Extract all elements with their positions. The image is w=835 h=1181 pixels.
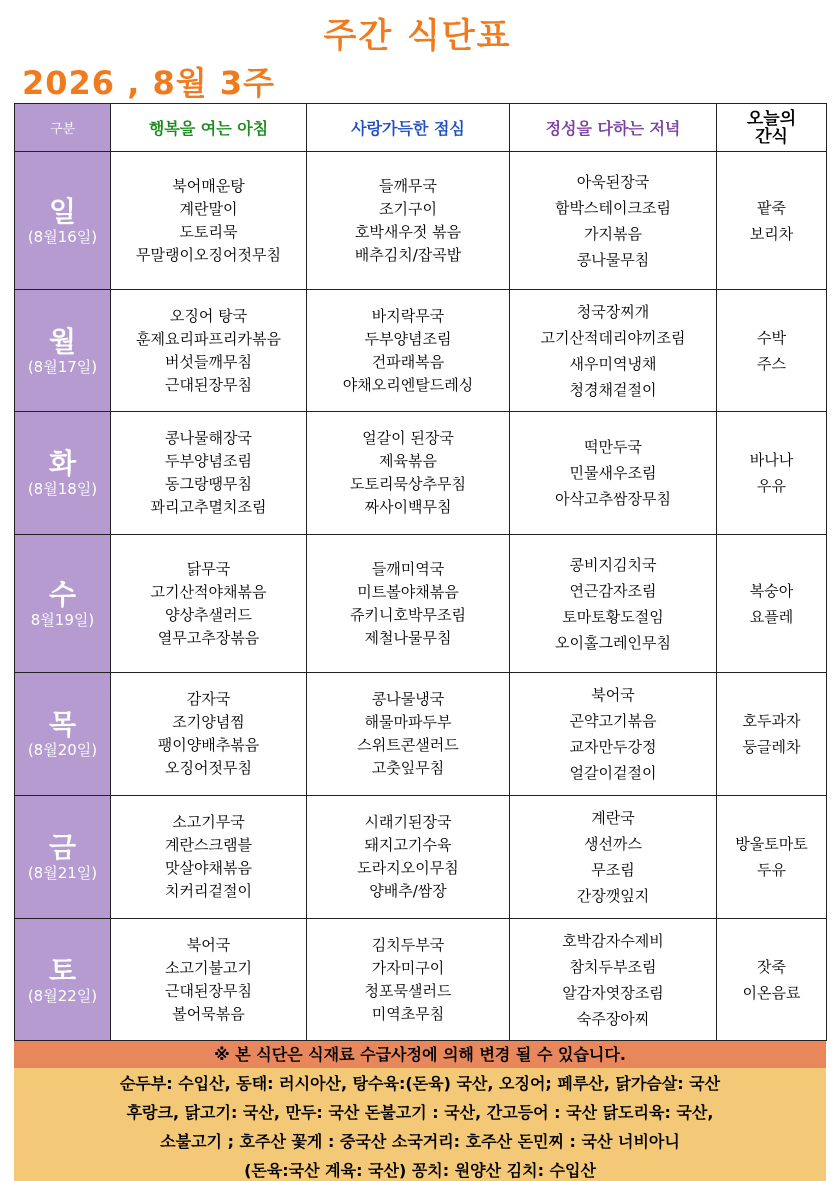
dinner-menu-item: 콩비지김치국 bbox=[569, 555, 657, 574]
lunch-menu-list bbox=[307, 305, 509, 397]
lunch-menu-item: 쥬키니호박무조림 bbox=[350, 605, 466, 624]
lunch-menu-list bbox=[307, 688, 509, 780]
dinner-menu-list bbox=[510, 299, 716, 403]
day-row bbox=[15, 152, 827, 290]
day-cell bbox=[15, 290, 111, 412]
dinner-menu-item: 청국장찌개 bbox=[576, 302, 650, 321]
lunch-menu-item: 가자미구이 bbox=[371, 958, 445, 977]
dinner-menu-item: 토마토황도절임 bbox=[562, 607, 664, 626]
breakfast-cell bbox=[111, 673, 307, 796]
lunch-cell bbox=[307, 673, 510, 796]
dinner-menu-item: 북어국 bbox=[591, 686, 635, 704]
dinner-cell bbox=[510, 152, 717, 290]
day-name: 금 bbox=[48, 831, 77, 864]
dinner-menu-item: 곤약고기볶음 bbox=[569, 712, 657, 730]
day-row bbox=[15, 535, 827, 673]
breakfast-menu-item: 소고기불고기 bbox=[165, 958, 252, 977]
header-lunch: 사랑가득한 점심 bbox=[307, 104, 510, 152]
snack-cell bbox=[717, 673, 827, 796]
breakfast-menu-item: 조기양념찜 bbox=[172, 713, 245, 731]
breakfast-menu-item: 소고기무국 bbox=[172, 813, 245, 831]
breakfast-cell bbox=[111, 796, 307, 919]
dinner-menu-item: 아욱된장국 bbox=[576, 172, 650, 191]
lunch-cell bbox=[307, 919, 510, 1041]
lunch-menu-item: 들깨무국 bbox=[379, 176, 437, 195]
day-date: (8월16일) bbox=[27, 227, 98, 246]
breakfast-menu-list bbox=[111, 934, 306, 1026]
lunch-menu-item: 제철나물무침 bbox=[364, 628, 452, 647]
lunch-menu-item: 콩나물냉국 bbox=[371, 690, 445, 708]
dinner-cell bbox=[510, 673, 717, 796]
breakfast-menu-item: 계란말이 bbox=[179, 199, 238, 218]
day-name: 수 bbox=[48, 577, 77, 611]
day-cell bbox=[15, 412, 111, 535]
snack-menu-item: 두유 bbox=[757, 861, 786, 879]
dinner-cell bbox=[510, 535, 717, 673]
page-title: 주간 식단표 bbox=[323, 16, 512, 56]
breakfast-menu-item: 팽이양배추볶음 bbox=[157, 736, 260, 754]
day-date: (8월20일) bbox=[27, 741, 98, 759]
dinner-cell bbox=[510, 919, 717, 1041]
snack-menu-item: 호두과자 bbox=[742, 712, 801, 730]
lunch-menu-item: 얼갈이 된장국 bbox=[362, 429, 454, 447]
day-row bbox=[15, 796, 827, 919]
week-label: 2026 , 8월 3주 bbox=[22, 64, 275, 102]
snack-menu-item: 방울토마토 bbox=[735, 835, 808, 853]
lunch-menu-item: 바지락무국 bbox=[371, 306, 445, 325]
lunch-menu-item: 미트볼야채볶음 bbox=[357, 582, 459, 601]
snack-menu-item: 잣죽 bbox=[757, 957, 786, 976]
lunch-menu-item: 호박새우젓 볶음 bbox=[354, 222, 462, 241]
header-snack bbox=[717, 104, 827, 152]
lunch-menu-item: 건파래복음 bbox=[371, 352, 445, 371]
breakfast-menu-item: 두부양념조림 bbox=[165, 452, 252, 470]
lunch-menu-item: 제육볶음 bbox=[379, 452, 437, 470]
breakfast-menu-item: 오징어 탕국 bbox=[169, 306, 248, 325]
dinner-menu-list bbox=[510, 552, 716, 656]
day-date: (8월17일) bbox=[27, 357, 98, 376]
dinner-menu-item: 청경채겉절이 bbox=[569, 380, 657, 399]
snack-menu-list bbox=[717, 578, 826, 630]
snack-menu-item: 우유 bbox=[757, 477, 786, 495]
day-date: (8월18일) bbox=[27, 480, 98, 498]
day-cell bbox=[15, 152, 111, 290]
snack-cell bbox=[717, 535, 827, 673]
day-name: 목 bbox=[48, 708, 77, 741]
snack-menu-list bbox=[717, 325, 826, 377]
dinner-menu-item: 연근감자조림 bbox=[569, 581, 657, 600]
lunch-menu-item: 스위트콘샐러드 bbox=[357, 736, 459, 754]
snack-menu-list bbox=[717, 954, 826, 1006]
snack-cell bbox=[717, 290, 827, 412]
snack-menu-item: 바나나 bbox=[749, 451, 794, 469]
lunch-menu-item: 해물마파두부 bbox=[364, 713, 452, 731]
snack-menu-item: 이온음료 bbox=[742, 983, 801, 1002]
lunch-menu-item: 고춧잎무침 bbox=[371, 759, 445, 777]
lunch-menu-item: 도라지오이무침 bbox=[357, 859, 459, 877]
breakfast-menu-item: 동그랑땡무침 bbox=[165, 475, 252, 493]
breakfast-menu-item: 계란스크램블 bbox=[165, 836, 252, 854]
breakfast-menu-list bbox=[111, 811, 306, 903]
lunch-menu-list bbox=[307, 558, 509, 650]
breakfast-menu-item: 맛살야채볶음 bbox=[165, 859, 252, 877]
lunch-menu-item: 시래기된장국 bbox=[364, 813, 452, 831]
dinner-menu-item: 간장깻잎지 bbox=[576, 887, 650, 905]
dinner-menu-item: 고기산적데리야끼조림 bbox=[540, 328, 686, 347]
breakfast-menu-list bbox=[111, 175, 306, 267]
dinner-menu-item: 교자만두강정 bbox=[569, 738, 657, 756]
snack-menu-list bbox=[717, 447, 826, 499]
notice-banner: ※ 본 식단은 식재료 수급사정에 의해 변경 될 수 있습니다. bbox=[14, 1041, 826, 1068]
day-cell bbox=[15, 535, 111, 673]
origin-line: 소불고기 ; 호주산 꽃게 : 중국산 소국거리: 호주산 돈민찌 : 국산 너비아니 bbox=[160, 1132, 680, 1151]
dinner-menu-item: 콩나물무침 bbox=[576, 250, 650, 269]
breakfast-menu-list bbox=[111, 305, 306, 397]
breakfast-menu-item: 고기산적야채볶음 bbox=[150, 582, 267, 601]
day-date: (8월22일) bbox=[27, 986, 98, 1005]
lunch-cell bbox=[307, 152, 510, 290]
origin-line: 후랑크, 닭고기: 국산, 만두: 국산 돈불고기 : 국산, 간고등어 : 국산 닭도리육: 국산, bbox=[126, 1103, 714, 1122]
lunch-menu-item: 미역초무침 bbox=[371, 1004, 445, 1023]
dinner-menu-item: 떡만두국 bbox=[584, 438, 642, 456]
breakfast-menu-list bbox=[111, 558, 306, 650]
dinner-menu-item: 호박감자수제비 bbox=[562, 931, 664, 950]
snack-menu-item: 보리차 bbox=[749, 224, 794, 243]
day-cell bbox=[15, 796, 111, 919]
dinner-menu-list bbox=[510, 805, 716, 909]
snack-menu-list bbox=[717, 831, 826, 883]
lunch-cell bbox=[307, 290, 510, 412]
day-row bbox=[15, 673, 827, 796]
dinner-menu-item: 아삭고추쌈장무침 bbox=[555, 490, 671, 508]
lunch-menu-list bbox=[307, 427, 509, 519]
breakfast-cell bbox=[111, 152, 307, 290]
day-cell bbox=[15, 919, 111, 1041]
origin-line: (돈육:국산 계육: 국산) 꽁치: 원양산 김치: 수입산 bbox=[244, 1161, 596, 1180]
day-name: 화 bbox=[48, 447, 77, 480]
snack-menu-item: 팥죽 bbox=[757, 198, 786, 217]
day-name: 월 bbox=[48, 324, 77, 358]
breakfast-menu-item: 양상추샐러드 bbox=[165, 605, 252, 624]
dinner-cell bbox=[510, 796, 717, 919]
lunch-menu-item: 짜사이백무침 bbox=[364, 498, 452, 516]
snack-cell bbox=[717, 412, 827, 535]
origin-info bbox=[14, 1068, 826, 1181]
lunch-cell bbox=[307, 412, 510, 535]
dinner-menu-item: 가지볶음 bbox=[584, 224, 642, 243]
lunch-cell bbox=[307, 796, 510, 919]
snack-menu-item: 둥글레차 bbox=[742, 738, 801, 756]
lunch-menu-list bbox=[307, 934, 509, 1026]
dinner-menu-item: 오이홀그레인무침 bbox=[555, 633, 671, 652]
lunch-menu-item: 청포묵샐러드 bbox=[364, 981, 452, 1000]
breakfast-menu-list bbox=[111, 427, 306, 519]
breakfast-menu-item: 치커리겉절이 bbox=[165, 882, 252, 900]
breakfast-menu-item: 도토리묵 bbox=[179, 222, 238, 241]
header-dinner: 정성을 다하는 저녁 bbox=[510, 104, 717, 152]
day-row bbox=[15, 412, 827, 535]
breakfast-menu-list bbox=[111, 688, 306, 780]
dinner-cell bbox=[510, 290, 717, 412]
breakfast-menu-item: 감자국 bbox=[186, 690, 231, 708]
lunch-menu-item: 김치두부국 bbox=[371, 935, 445, 954]
breakfast-menu-item: 닭무국 bbox=[186, 559, 231, 578]
breakfast-menu-item: 열무고추장볶음 bbox=[157, 628, 260, 647]
lunch-menu-list bbox=[307, 175, 509, 267]
day-date: 8월19일) bbox=[30, 610, 95, 629]
dinner-menu-item: 숙주장아찌 bbox=[576, 1009, 650, 1028]
breakfast-cell bbox=[111, 412, 307, 535]
dinner-menu-item: 알감자엿장조림 bbox=[562, 983, 664, 1002]
dinner-menu-item: 새우미역냉채 bbox=[569, 354, 657, 373]
dinner-menu-item: 민물새우조림 bbox=[569, 464, 657, 482]
breakfast-menu-item: 무말랭이오징어젓무침 bbox=[136, 245, 281, 264]
day-row bbox=[15, 919, 827, 1041]
snack-menu-item: 수박 bbox=[757, 328, 786, 347]
snack-menu-item: 요플레 bbox=[749, 607, 794, 626]
dinner-menu-item: 참치두부조림 bbox=[569, 957, 657, 976]
lunch-menu-item: 돼지고기수육 bbox=[364, 836, 452, 854]
breakfast-menu-item: 근대된장무침 bbox=[165, 375, 252, 394]
breakfast-menu-item: 훈제요리파프리카볶음 bbox=[136, 329, 281, 348]
snack-menu-item: 주스 bbox=[757, 354, 786, 373]
dinner-menu-item: 생선까스 bbox=[584, 835, 642, 853]
lunch-menu-item: 도토리묵상추무침 bbox=[350, 475, 466, 493]
breakfast-menu-item: 꽈리고추멸치조림 bbox=[150, 498, 267, 516]
menu-table bbox=[14, 103, 827, 1041]
breakfast-menu-item: 북어매운탕 bbox=[172, 176, 245, 195]
dinner-cell bbox=[510, 412, 717, 535]
header-breakfast: 행복을 여는 아침 bbox=[111, 104, 307, 152]
breakfast-cell bbox=[111, 919, 307, 1041]
day-cell bbox=[15, 673, 111, 796]
lunch-menu-list bbox=[307, 811, 509, 903]
breakfast-cell bbox=[111, 535, 307, 673]
dinner-menu-list bbox=[510, 169, 716, 273]
lunch-menu-item: 두부양념조림 bbox=[364, 329, 452, 348]
dinner-menu-item: 무조림 bbox=[591, 861, 635, 879]
lunch-menu-item: 양배추/쌈장 bbox=[369, 882, 447, 900]
snack-cell bbox=[717, 152, 827, 290]
lunch-menu-item: 들깨미역국 bbox=[371, 559, 445, 578]
breakfast-menu-item: 볼어묵볶음 bbox=[172, 1004, 245, 1023]
breakfast-menu-item: 콩나물해장국 bbox=[165, 429, 252, 447]
snack-cell bbox=[717, 919, 827, 1041]
dinner-menu-item: 계란국 bbox=[591, 809, 635, 827]
breakfast-menu-item: 근대된장무침 bbox=[165, 981, 252, 1000]
header-snack-label: 오늘의 간식 bbox=[746, 108, 797, 147]
day-name: 토 bbox=[48, 953, 77, 987]
lunch-menu-item: 조기구이 bbox=[379, 199, 437, 218]
dinner-menu-item: 얼갈이겉절이 bbox=[569, 764, 657, 782]
header-gubun: 구분 bbox=[15, 104, 111, 152]
dinner-menu-list bbox=[510, 928, 716, 1032]
breakfast-cell bbox=[111, 290, 307, 412]
day-date: (8월21일) bbox=[27, 864, 98, 882]
dinner-menu-item: 함박스테이크조림 bbox=[555, 198, 671, 217]
breakfast-menu-item: 북어국 bbox=[186, 935, 231, 954]
breakfast-menu-item: 버섯들깨무침 bbox=[165, 352, 252, 371]
snack-menu-list bbox=[717, 708, 826, 760]
day-name: 일 bbox=[48, 194, 77, 228]
day-row bbox=[15, 290, 827, 412]
breakfast-menu-item: 오징어젓무침 bbox=[165, 759, 252, 777]
origin-line: 순두부: 수입산, 동태: 러시아산, 탕수육:(돈육) 국산, 오징어; 페루산, 닭가슴살: 국산 bbox=[119, 1074, 721, 1093]
snack-cell bbox=[717, 796, 827, 919]
lunch-menu-item: 야채오리엔탈드레싱 bbox=[342, 375, 474, 394]
lunch-cell bbox=[307, 535, 510, 673]
lunch-menu-item: 배추김치/잡곡밥 bbox=[354, 245, 462, 264]
snack-menu-list bbox=[717, 195, 826, 247]
dinner-menu-list bbox=[510, 434, 716, 512]
dinner-menu-list bbox=[510, 682, 716, 786]
snack-menu-item: 복숭아 bbox=[749, 581, 794, 600]
